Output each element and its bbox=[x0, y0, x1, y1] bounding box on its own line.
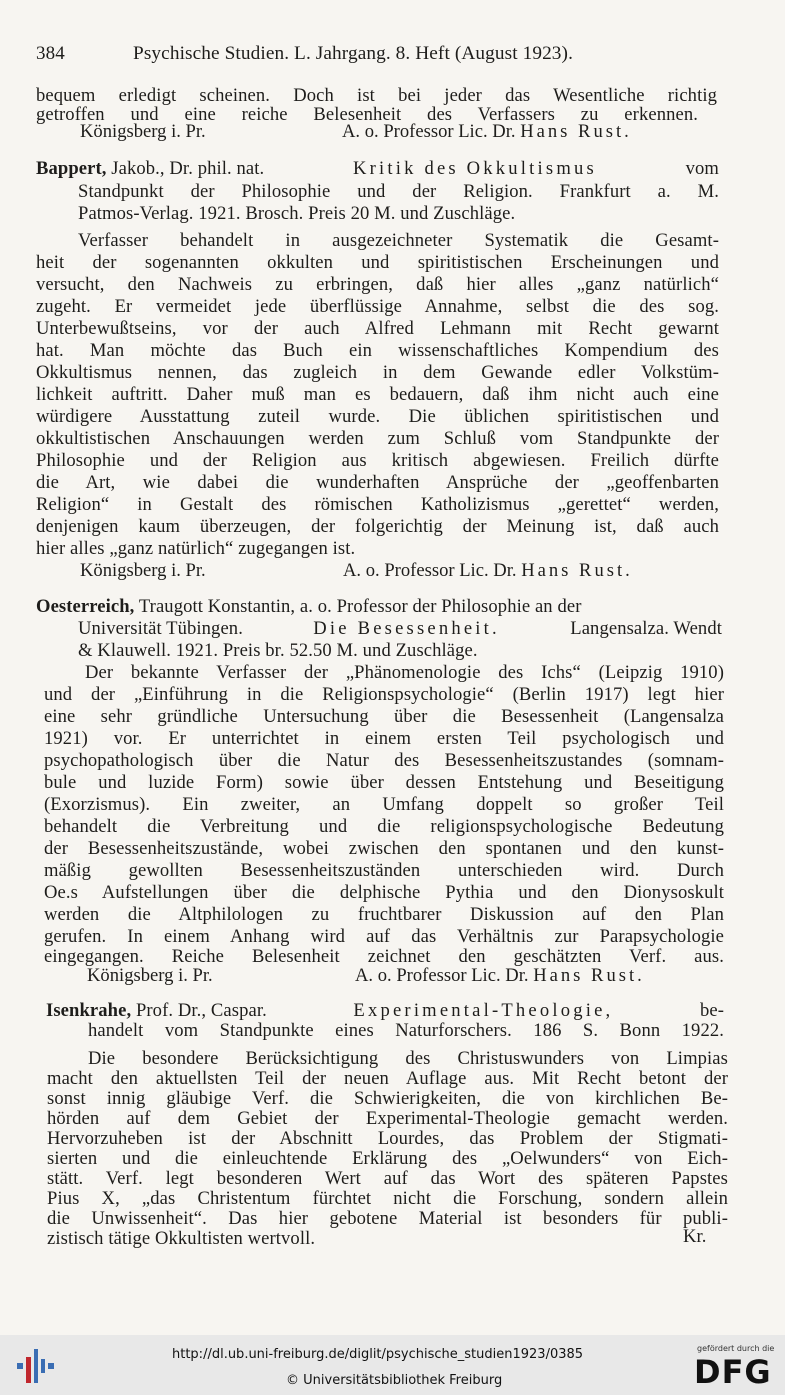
library-logo-icon bbox=[15, 1347, 55, 1385]
body-line: werden die Altphilologen zu fruchtbarer Diskussion auf den Plan bbox=[44, 904, 724, 925]
biblio-line: & Klauwell. 1921. Preis br. 52.50 M. und Zuschläge. bbox=[78, 640, 478, 661]
dfg-logo: DFG bbox=[694, 1353, 772, 1391]
body-line: psychopathologisch über die Natur des Besessenheitszustandes (somnam- bbox=[44, 750, 724, 771]
body-line: okkultistischen Anschauungen werden zum Schluß vom Standpunkte der bbox=[36, 428, 719, 449]
body-line: Verfasser behandelt in ausgezeichneter Systematik die Gesamt- bbox=[78, 230, 719, 251]
signature-place: Königsberg i. Pr. bbox=[80, 560, 206, 581]
body-line-last: zistisch tätige Okkultisten wertvoll. bbox=[47, 1228, 316, 1249]
body-line: der Besessenheitszustände, wobei zwischen den spontanen und den kunst- bbox=[44, 838, 724, 859]
intro-line-1: bequem erledigt scheinen. Doch ist bei jeder das Wesentliche richtig bbox=[36, 85, 717, 106]
signature-role: A. o. Professor Lic. Dr. Hans Rust. bbox=[355, 965, 645, 986]
body-line: Oe.s Aufstellungen über die delphische Pythia und den Dionysoskult bbox=[44, 882, 724, 903]
body-line: behandelt die Verbreitung und die religionspsychologische Bedeutung bbox=[44, 816, 724, 837]
body-line: Der bekannte Verfasser der „Phänomenologie des Ichs“ (Leipzig 1910) bbox=[85, 662, 724, 683]
body-line: hat. Man möchte das Buch ein wissenschaftliches Kompendium des bbox=[36, 340, 719, 361]
source-url-link[interactable]: http://dl.ub.uni-freiburg.de/diglit/psychische_studien1923/0385 bbox=[172, 1347, 584, 1362]
body-line: eingegangen. Reiche Belesenheit zeichnet den geschätzten Verf. aus. bbox=[44, 946, 724, 967]
body-line: Pius X, „das Christentum fürchtet nicht die Forschung, sondern allein bbox=[47, 1188, 728, 1209]
body-line: Philosophie und der Religion aus kritisch abgewiesen. Freilich dürfte bbox=[36, 450, 719, 471]
body-line: und der „Einführung in die Religionspsychologie“ (Berlin 1917) legt hier bbox=[44, 684, 724, 705]
body-line: (Exorzismus). Ein zweiter, an Umfang doppelt so großer Teil bbox=[44, 794, 724, 815]
body-line: heit der sogenannten okkulten und spiritistischen Erscheinungen und bbox=[36, 252, 719, 273]
review-author: Oesterreich, bbox=[36, 596, 135, 617]
biblio-line: Standpunkt der Philosophie und der Religion. Frankfurt a. M. bbox=[78, 181, 719, 202]
signature-initials: Kr. bbox=[683, 1226, 707, 1247]
body-line: Okkultismus nennen, das zugleich in dem Gewande edler Volkstüm- bbox=[36, 362, 719, 383]
body-line: die Unwissenheit“. Das hier gebotene Material ist besonders für publi- bbox=[47, 1208, 728, 1229]
review-author: Isenkrahe, bbox=[46, 1000, 132, 1021]
body-line: Unterbewußtseins, vor der auch Alfred Lehmann mit Recht gewarnt bbox=[36, 318, 719, 339]
dfg-note: gefördert durch die bbox=[697, 1344, 775, 1353]
body-line: eine sehr gründliche Untersuchung über die Besessenheit (Langensalza bbox=[44, 706, 724, 727]
page-number: 384 bbox=[36, 43, 65, 64]
body-line: die Art, wie dabei die wunderhaften Ansprüche der „geoffenbarten bbox=[36, 472, 719, 493]
body-line: Die besondere Berücksichtigung des Christuswunders von Limpias bbox=[88, 1048, 728, 1069]
body-line-last: hier alles „ganz natürlich“ zugegangen ist. bbox=[36, 538, 356, 559]
biblio-line: Universität Tübingen. Die Besessenheit. Langensalza. Wendt bbox=[78, 618, 722, 639]
body-line: denjenigen kaum überzeugen, der folgerichtig der Meinung ist, daß auch bbox=[36, 516, 719, 537]
biblio-line: handelt vom Standpunkte eines Naturforschers. 186 S. Bonn 1922. bbox=[88, 1020, 724, 1041]
body-line: Hervorzuheben ist der Abschnitt Lourdes, das Problem der Stigmati- bbox=[47, 1128, 728, 1149]
signature-role: A. o. Professor Lic. Dr. Hans Rust. bbox=[342, 121, 632, 142]
review-heading: Bappert, Jakob., Dr. phil. nat. Kritik des Okkultismus vom bbox=[36, 158, 719, 179]
signature-place: Königsberg i. Pr. bbox=[87, 965, 213, 986]
footer-bar bbox=[0, 1335, 785, 1395]
running-title: Psychische Studien. L. Jahrgang. 8. Heft (August 1923). bbox=[133, 43, 573, 64]
book-title: Kritik des Okkultismus bbox=[352, 158, 597, 179]
book-title: Die Besessenheit. bbox=[313, 618, 500, 639]
copyright-text: © Universitätsbibliothek Freiburg bbox=[286, 1373, 503, 1388]
body-line: gerufen. In einem Anhang wird auf das Verhältnis zur Parapsychologie bbox=[44, 926, 724, 947]
body-line: bule und luzide Form) sowie über dessen Entstehung und Beseitigung bbox=[44, 772, 724, 793]
body-line: würdigere Ausstattung zuteil wurde. Die üblichen spiritistischen und bbox=[36, 406, 719, 427]
body-line: versucht, den Nachweis zu erbringen, daß hier alles „ganz natürlich“ bbox=[36, 274, 719, 295]
review-heading: Oesterreich, Traugott Konstantin, a. o. Professor der Philosophie an der bbox=[36, 596, 582, 617]
body-line: macht den aktuellsten Teil der neuen Auflage aus. Mit Recht betont der bbox=[47, 1068, 728, 1089]
body-line: zugeht. Er vermeidet jede überflüssige Annahme, selbst die des sog. bbox=[36, 296, 719, 317]
body-line: mäßig gewollten Besessenheitszuständen unterschieden wird. Durch bbox=[44, 860, 724, 881]
body-line: sonst innig gläubige Verf. die Schwierigkeiten, die von kirchlichen Be- bbox=[47, 1088, 728, 1109]
body-line: Religion“ in Gestalt des römischen Katholizismus „gerettet“ werden, bbox=[36, 494, 719, 515]
book-title: Experimental-Theologie, bbox=[353, 1000, 614, 1021]
biblio-line: Patmos-Verlag. 1921. Brosch. Preis 20 M. und Zuschläge. bbox=[78, 203, 516, 224]
signature-place: Königsberg i. Pr. bbox=[80, 121, 206, 142]
body-line: lichkeit auftritt. Daher muß man es bedauern, daß ihm nicht auch eine bbox=[36, 384, 719, 405]
body-line: stätt. Verf. legt besonderen Wert auf das Wort des späteren Papstes bbox=[47, 1168, 728, 1189]
intro-line-2: getroffen und eine reiche Belesenheit des Verfassers zu erkennen. bbox=[36, 104, 698, 125]
body-line: sierten und die einleuchtende Erklärung des „Oelwunders“ von Eich- bbox=[47, 1148, 728, 1169]
review-author: Bappert, bbox=[36, 158, 107, 179]
review-heading: Isenkrahe, Prof. Dr., Caspar. Experimental-Theologie, be- bbox=[46, 1000, 724, 1021]
body-line: hörden auf dem Gebiet der Experimental-Theologie gemacht werden. bbox=[47, 1108, 728, 1129]
body-line: 1921) vor. Er unterrichtet in einem ersten Teil psychologisch und bbox=[44, 728, 724, 749]
signature-role: A. o. Professor Lic. Dr. Hans Rust. bbox=[343, 560, 633, 581]
